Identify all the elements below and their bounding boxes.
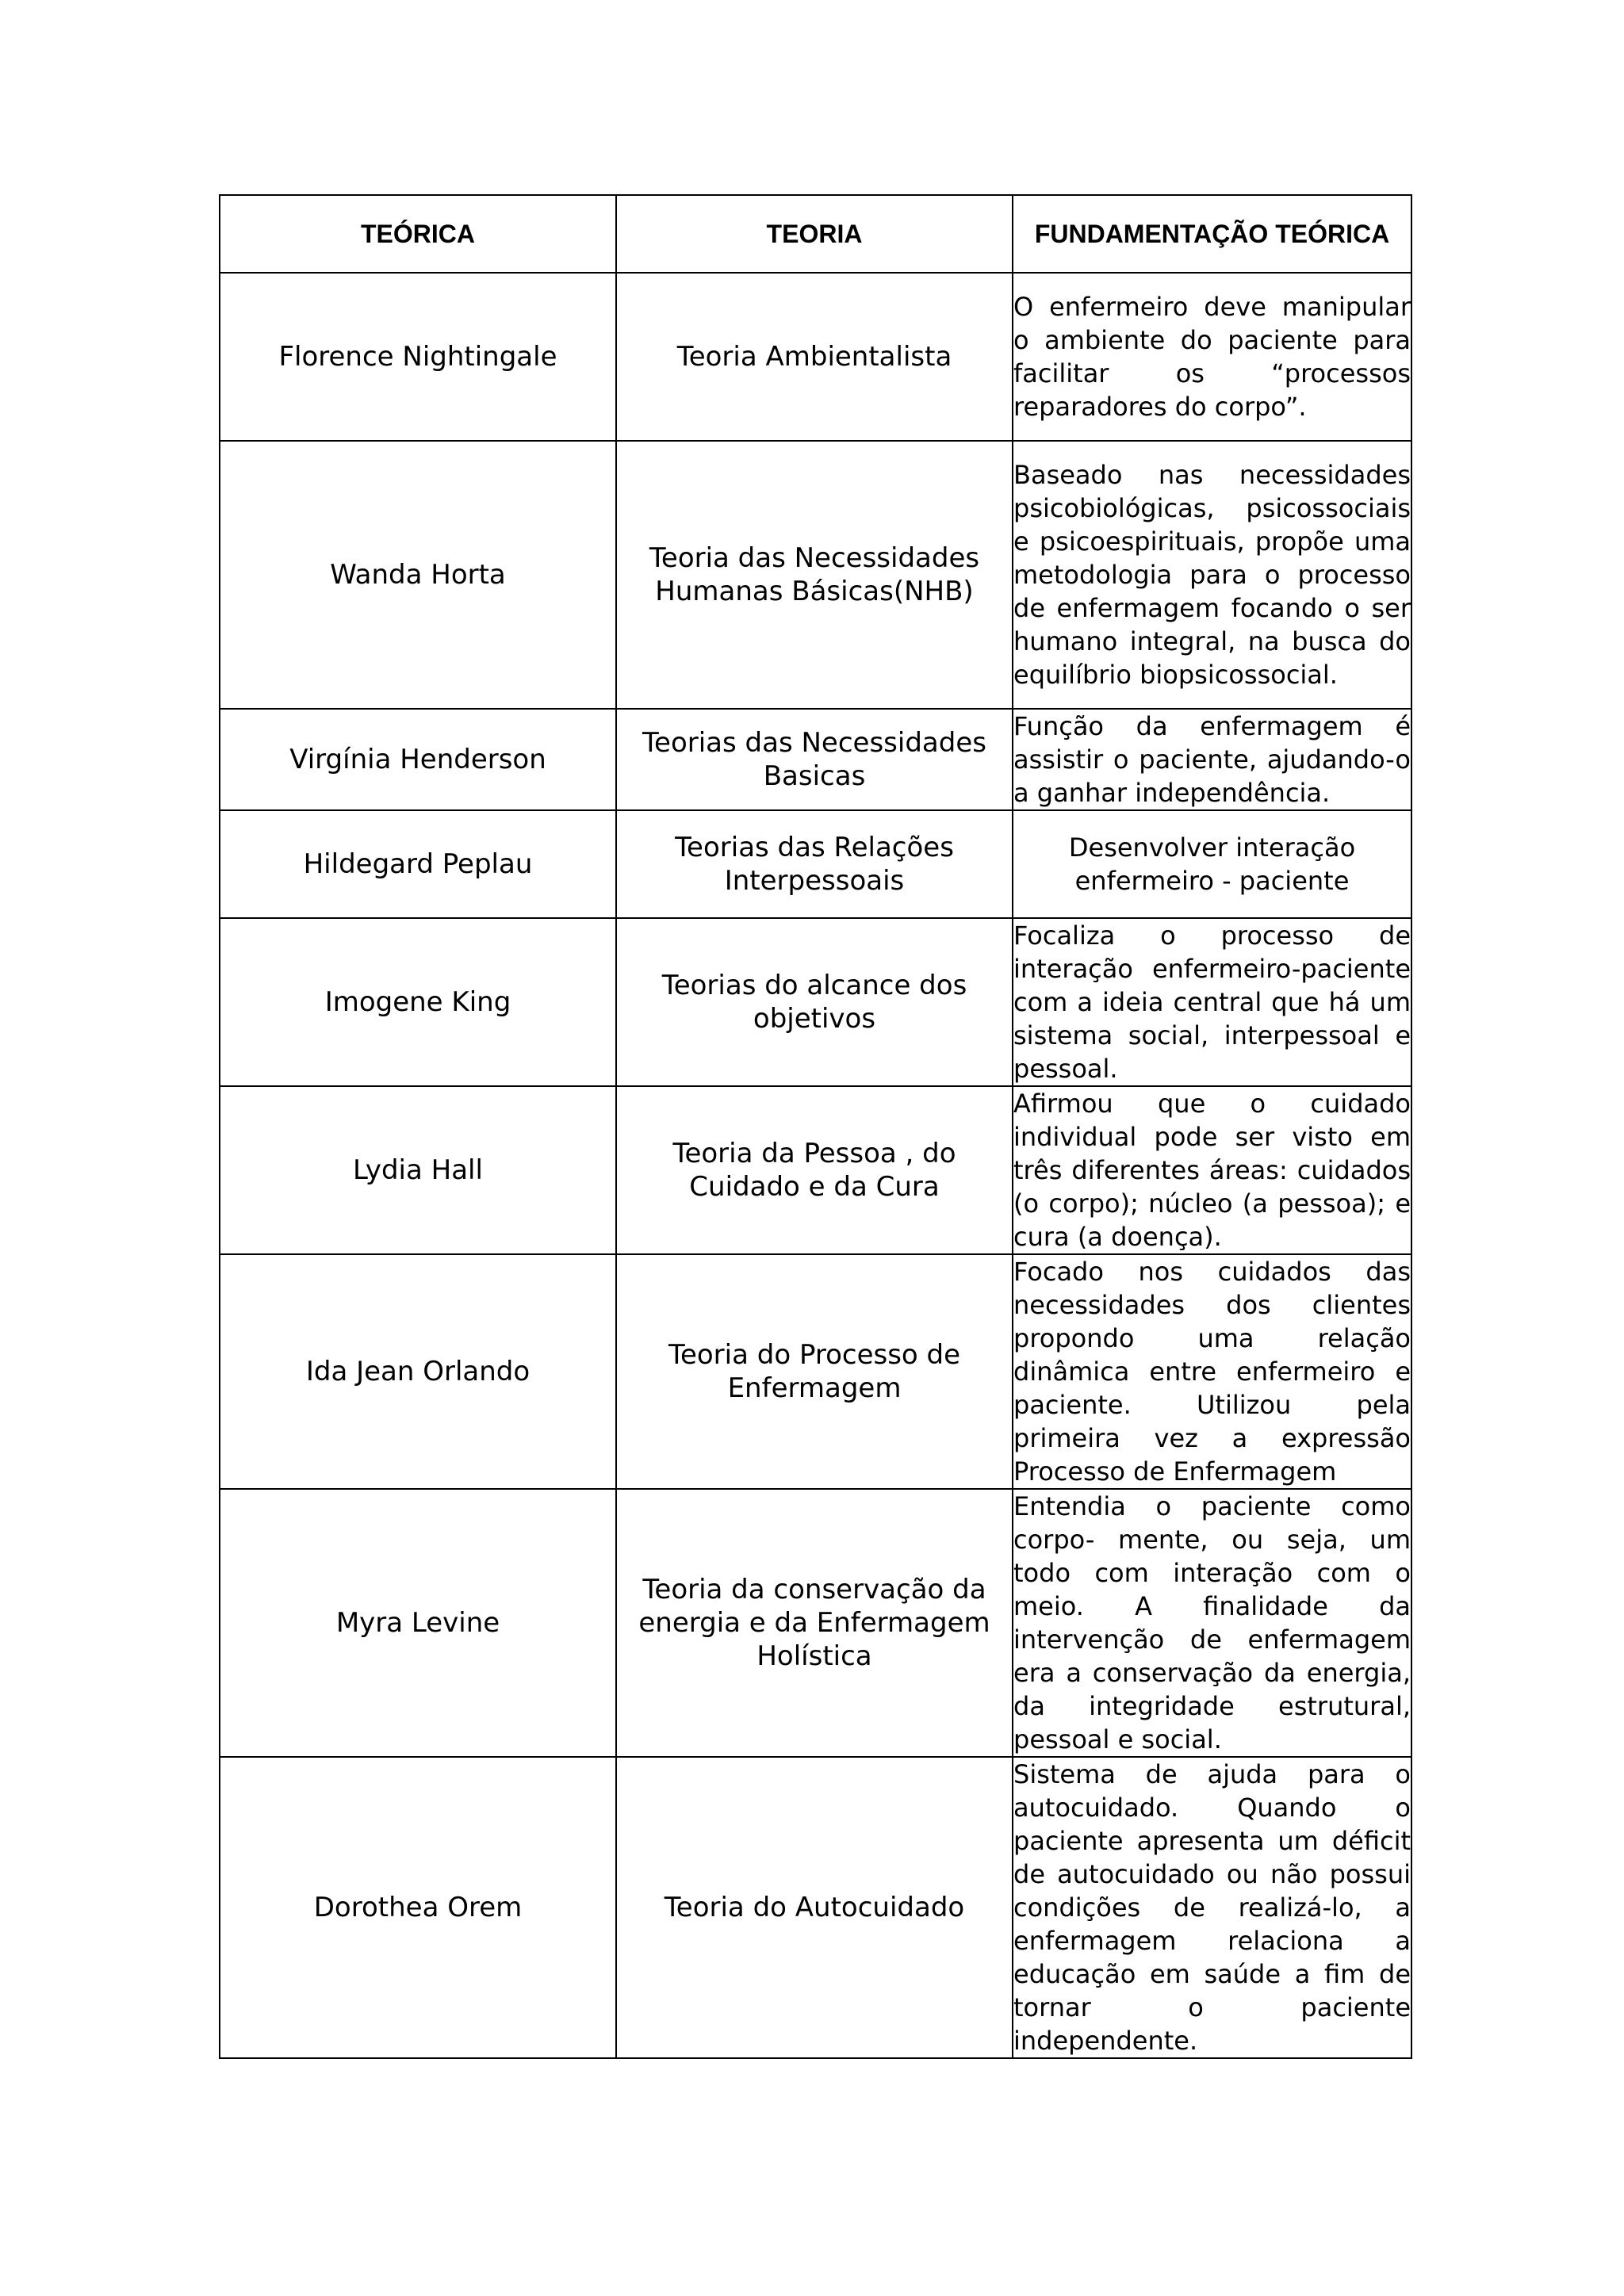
cell-fundamentacao: Função da enfermagem é assistir o paciente, ajudando-o a ganhar independência. <box>1013 709 1411 810</box>
table-row <box>220 810 1411 918</box>
cell-teorica: Florence Nightingale <box>220 273 616 441</box>
cell-teorica: Myra Levine <box>220 1489 616 1757</box>
cell-teorica: Ida Jean Orlando <box>220 1254 616 1489</box>
cell-teoria: Teorias das Necessidades Basicas <box>616 709 1013 810</box>
cell-teoria: Teoria do Processo de Enfermagem <box>616 1254 1013 1489</box>
table-row <box>220 709 1411 810</box>
table-row <box>220 1757 1411 2058</box>
table-row <box>220 918 1411 1086</box>
cell-teoria: Teorias do alcance dos objetivos <box>616 918 1013 1086</box>
cell-teoria: Teorias das Relações Interpessoais <box>616 810 1013 918</box>
table-row <box>220 273 1411 441</box>
cell-fundamentacao: Entendia o paciente como corpo- mente, ou seja, um todo com interação com o meio. A finalidade da intervenção de enfermagem era a conservação da energia, da integridade estrutural, pessoal e social. <box>1013 1489 1411 1757</box>
cell-fundamentacao: O enfermeiro deve manipular o ambiente do paciente para facilitar os “processos reparadores do corpo”. <box>1013 273 1411 441</box>
cell-teoria: Teoria do Autocuidado <box>616 1757 1013 2058</box>
nursing-theories-table <box>219 194 1412 2059</box>
cell-teoria: Teoria Ambientalista <box>616 273 1013 441</box>
cell-teorica: Dorothea Orem <box>220 1757 616 2058</box>
header-fundamentacao: FUNDAMENTAÇÃO TEÓRICA <box>1013 195 1411 273</box>
cell-fundamentacao: Baseado nas necessidades psicobiológicas, psicossociais e psicoespirituais, propõe uma metodologia para o processo de enfermagem focando o ser humano integral, na busca do equilíbrio biopsicossocial. <box>1013 441 1411 709</box>
cell-fundamentacao: Sistema de ajuda para o autocuidado. Quando o paciente apresenta um déficit de autocuidado ou não possui condições de realizá-lo, a enfermagem relaciona a educação em saúde a fim de tornar o paciente independente. <box>1013 1757 1411 2058</box>
cell-fundamentacao: Afirmou que o cuidado individual pode ser visto em três diferentes áreas: cuidados (o corpo); núcleo (a pessoa); e cura (a doença). <box>1013 1086 1411 1254</box>
cell-teoria: Teoria das Necessidades Humanas Básicas(NHB) <box>616 441 1013 709</box>
table-row <box>220 1086 1411 1254</box>
cell-teorica: Hildegard Peplau <box>220 810 616 918</box>
cell-teorica: Virgínia Henderson <box>220 709 616 810</box>
table-row <box>220 441 1411 709</box>
cell-teorica: Lydia Hall <box>220 1086 616 1254</box>
cell-fundamentacao: Desenvolver interação enfermeiro - paciente <box>1013 810 1411 918</box>
table-row <box>220 1489 1411 1757</box>
cell-fundamentacao: Focaliza o processo de interação enfermeiro-paciente com a ideia central que há um sistema social, interpessoal e pessoal. <box>1013 918 1411 1086</box>
header-teorica: TEÓRICA <box>220 195 616 273</box>
cell-teoria: Teoria da Pessoa , do Cuidado e da Cura <box>616 1086 1013 1254</box>
cell-teorica: Wanda Horta <box>220 441 616 709</box>
cell-fundamentacao: Focado nos cuidados das necessidades dos clientes propondo uma relação dinâmica entre enfermeiro e paciente. Utilizou pela primeira vez a expressão Processo de Enfermagem <box>1013 1254 1411 1489</box>
table-row <box>220 1254 1411 1489</box>
cell-teoria: Teoria da conservação da energia e da Enfermagem Holística <box>616 1489 1013 1757</box>
header-row <box>220 195 1411 273</box>
header-teoria: TEORIA <box>616 195 1013 273</box>
cell-teorica: Imogene King <box>220 918 616 1086</box>
